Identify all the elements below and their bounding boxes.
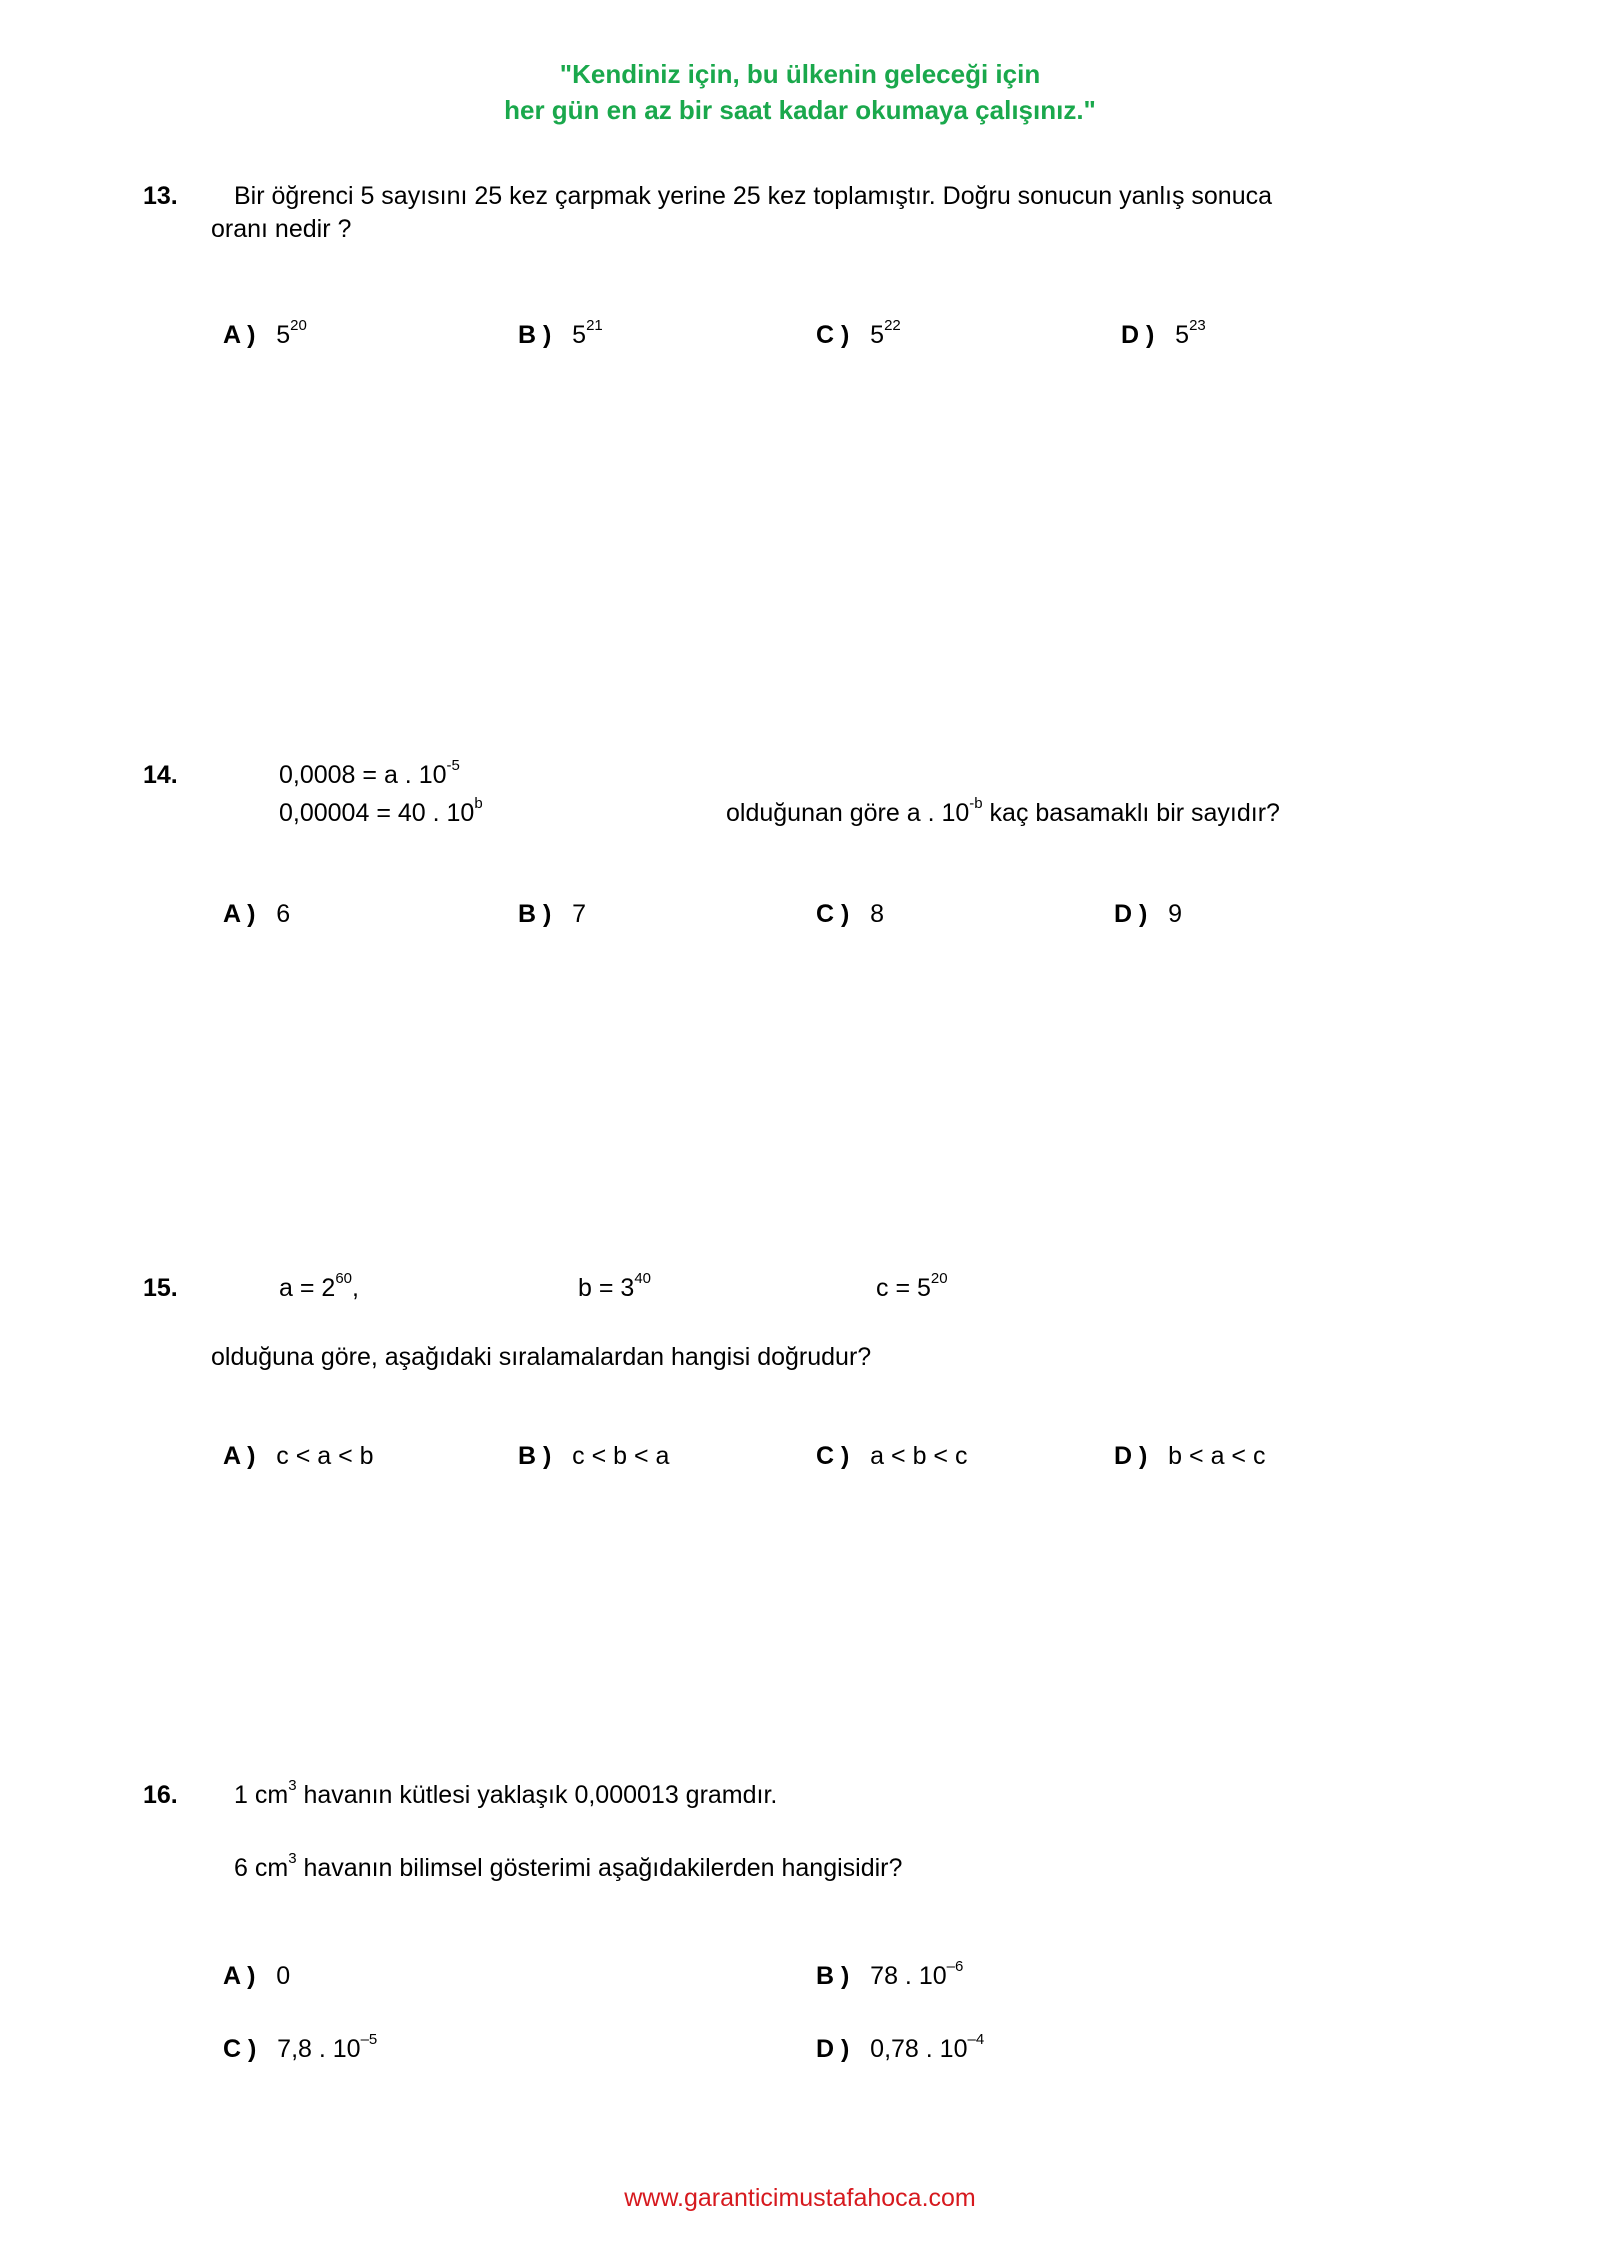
question-exponent: -b [969, 795, 983, 812]
option-exponent: –4 [967, 2031, 985, 2048]
equation-base: 0,0008 = a . 10 [279, 761, 447, 789]
question-text-part: 1 cm [234, 1781, 289, 1809]
option-d[interactable] [1114, 899, 1182, 929]
question-text [726, 795, 1280, 832]
option-exponent: 23 [1189, 317, 1206, 334]
equation-1 [279, 757, 460, 794]
option-b[interactable] [518, 317, 603, 354]
value-c [876, 1270, 948, 1307]
option-exponent: –5 [360, 2031, 378, 2048]
header-quote-line2: her gün en az bir saat kadar okumaya çalışınız." [504, 95, 1096, 125]
option-value: 5 [572, 321, 587, 349]
option-c[interactable] [816, 1441, 967, 1471]
option-exponent: 22 [884, 317, 901, 334]
option-a[interactable] [223, 1441, 374, 1471]
question-text [234, 1777, 778, 1814]
option-value: 8 [870, 900, 885, 928]
value-exponent: 40 [634, 1270, 651, 1287]
question-number: 13. [143, 182, 178, 210]
option-label: C ) [223, 2035, 257, 2063]
footer-website-link[interactable]: www.garanticimustafahoca.com [624, 2184, 976, 2212]
option-label: D ) [1121, 321, 1155, 349]
equation-exponent: -5 [446, 757, 460, 774]
option-label: A ) [223, 900, 256, 928]
header-quote-line1: "Kendiniz için, bu ülkenin geleceği için [559, 59, 1041, 89]
option-value: 0,78 . 10 [870, 2035, 968, 2063]
value-exponent: 20 [930, 1270, 948, 1287]
option-d[interactable] [1121, 317, 1206, 354]
question-text-part: olduğunan göre a . 10 [726, 799, 970, 827]
option-label: B ) [518, 1442, 552, 1470]
option-c[interactable] [816, 317, 901, 354]
option-value: 9 [1168, 900, 1183, 928]
question-text: oranı nedir ? [211, 215, 352, 243]
option-label: B ) [518, 900, 552, 928]
value-b [578, 1270, 651, 1307]
option-label: A ) [223, 1962, 256, 1990]
question-text-part: havanın kütlesi yaklaşık 0,000013 gramdır. [296, 1781, 778, 1809]
option-value: a < b < c [870, 1442, 968, 1470]
option-label: B ) [816, 1962, 850, 1990]
question-text [234, 1850, 903, 1887]
value-base: b = 3 [578, 1274, 635, 1302]
question-text-part: 6 cm [234, 1854, 289, 1882]
option-value: 7,8 . 10 [277, 2035, 361, 2063]
option-a[interactable] [223, 1961, 290, 1995]
option-b[interactable] [816, 1958, 964, 1995]
option-b[interactable] [518, 1441, 669, 1471]
option-d[interactable] [816, 2031, 985, 2068]
option-label: A ) [223, 321, 256, 349]
option-c[interactable] [223, 2031, 378, 2068]
option-value: 5 [1175, 321, 1190, 349]
question-number: 14. [143, 761, 178, 789]
question-exponent: 3 [288, 1850, 297, 1867]
option-value: 7 [572, 900, 587, 928]
option-exponent: –6 [946, 1958, 964, 1975]
equation-exponent: b [474, 795, 483, 812]
option-d[interactable] [1114, 1441, 1265, 1471]
option-value: 78 . 10 [870, 1962, 947, 1990]
option-exponent: 20 [290, 317, 307, 334]
value-a [279, 1270, 359, 1307]
value-base: c = 5 [876, 1274, 931, 1302]
option-value: 5 [276, 321, 291, 349]
option-label: D ) [1114, 1442, 1148, 1470]
question-text: Bir öğrenci 5 sayısını 25 kez çarpmak yerine 25 kez toplamıştır. Doğru sonucun yanlış sonuca [234, 182, 1273, 210]
option-label: B ) [518, 321, 552, 349]
question-text-part: kaç basamaklı bir sayıdır? [982, 799, 1280, 827]
value-base: a = 2 [279, 1274, 336, 1302]
value-exponent: 60 [335, 1270, 352, 1287]
option-value: 5 [870, 321, 885, 349]
option-label: C ) [816, 900, 850, 928]
question-text-part: havanın bilimsel gösterimi aşağıdakilerden hangisidir? [296, 1854, 903, 1882]
option-label: A ) [223, 1442, 256, 1470]
value-suffix: , [352, 1274, 359, 1302]
option-label: D ) [1114, 900, 1148, 928]
equation-2 [279, 795, 483, 832]
option-label: D ) [816, 2035, 850, 2063]
question-exponent: 3 [288, 1777, 297, 1794]
option-value: 6 [276, 900, 291, 928]
question-number: 15. [143, 1274, 178, 1302]
option-b[interactable] [518, 899, 586, 929]
question-number: 16. [143, 1781, 178, 1809]
option-value: c < a < b [276, 1442, 374, 1470]
equation-base: 0,00004 = 40 . 10 [279, 799, 475, 827]
option-value: 0 [276, 1962, 291, 1990]
option-label: C ) [816, 1442, 850, 1470]
option-label: C ) [816, 321, 850, 349]
option-value: b < a < c [1168, 1442, 1266, 1470]
option-exponent: 21 [586, 317, 603, 334]
option-c[interactable] [816, 899, 884, 929]
option-a[interactable] [223, 317, 307, 354]
option-a[interactable] [223, 899, 290, 929]
question-text: olduğuna göre, aşağıdaki sıralamalardan hangisi doğrudur? [211, 1343, 872, 1371]
option-value: c < b < a [572, 1442, 670, 1470]
